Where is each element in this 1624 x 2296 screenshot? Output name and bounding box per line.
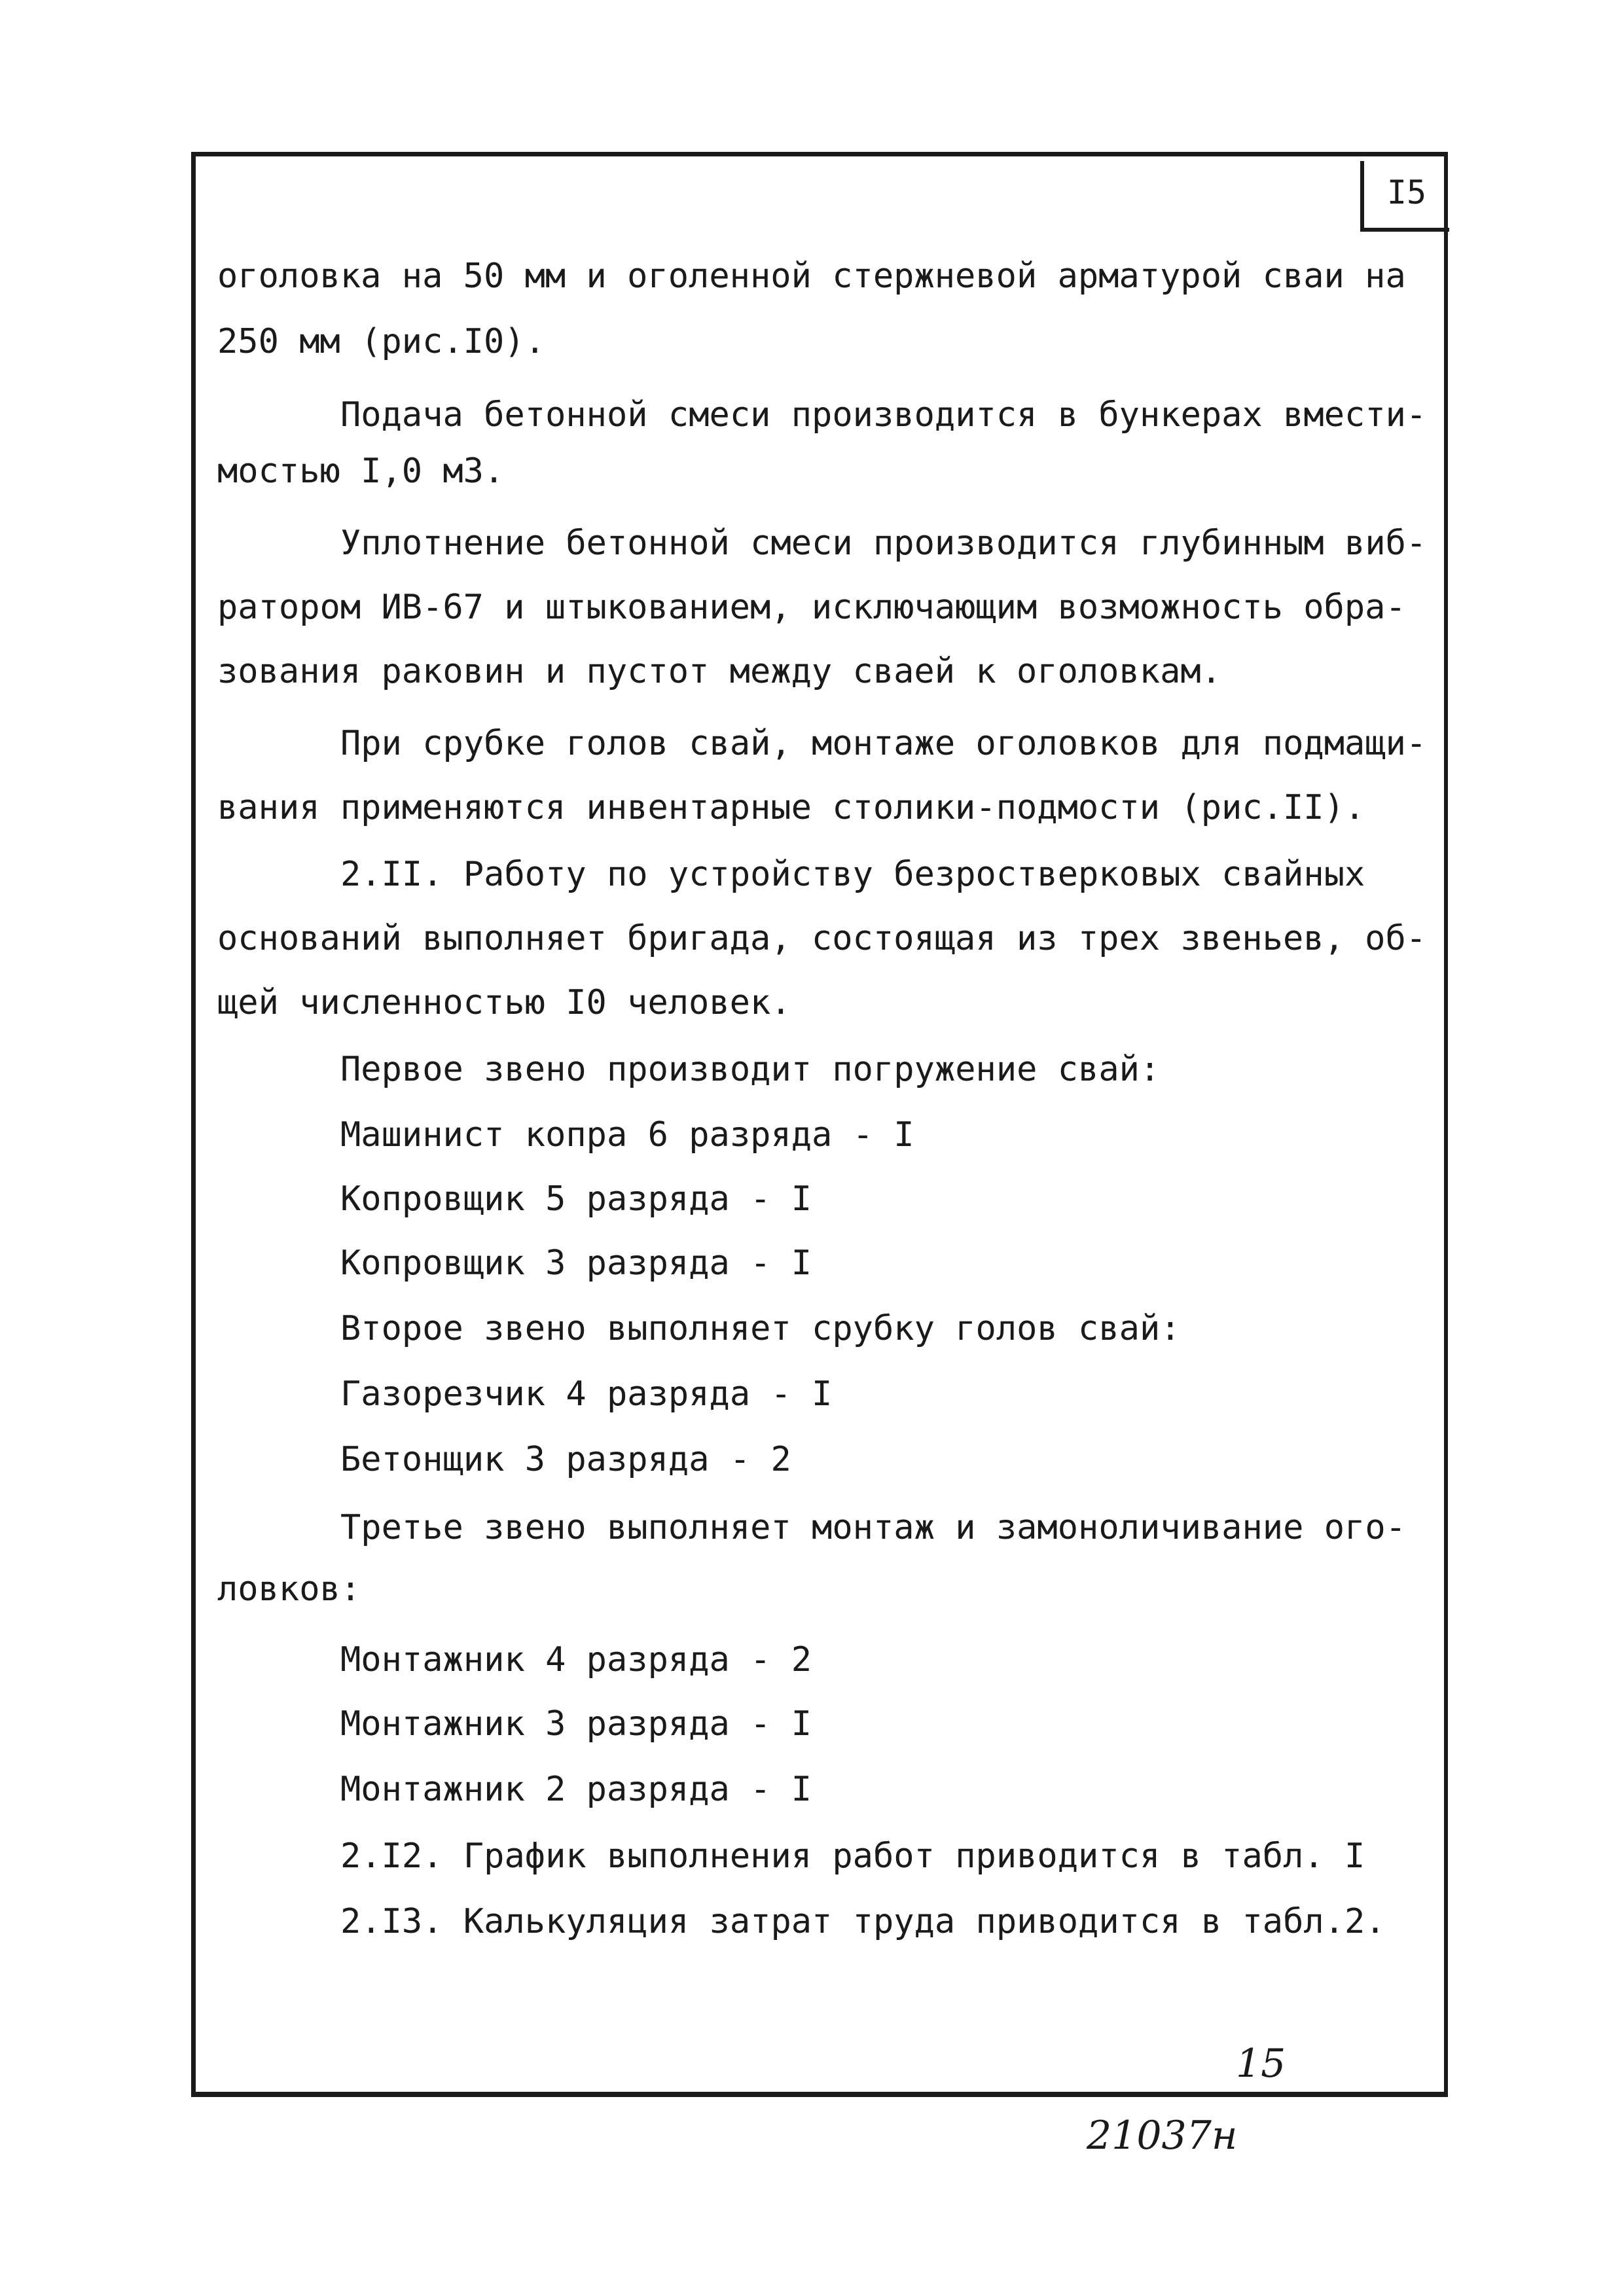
text-line: Уплотнение бетонной смеси производится глубинным виб- xyxy=(340,524,1427,563)
text-line: вания применяются инвентарные столики-подмости (рис.II). xyxy=(217,788,1365,827)
text-line: оголовка на 50 мм и оголенной стержневой арматурой сваи на xyxy=(217,257,1406,296)
text-line: ратором ИВ-67 и штыкованием, исключающим возможность обра- xyxy=(217,588,1406,627)
text-line: Копровщик 3 разряда - I xyxy=(340,1244,812,1283)
text-line: Газорезчик 4 разряда - I xyxy=(340,1374,833,1414)
document-code: 21037н xyxy=(1087,2113,1238,2159)
page-number: I5 xyxy=(1360,161,1449,232)
text-line: оснований выполняет бригада, состоящая из трех звеньев, об- xyxy=(217,919,1427,958)
text-line: 2.I3. Калькуляция затрат труда приводится в табл.2. xyxy=(340,1902,1386,1941)
text-line: Первое звено производит погружение свай: xyxy=(340,1050,1161,1089)
text-line: 2.II. Работу по устройству безростверковых свайных xyxy=(340,855,1365,894)
text-line: 250 мм (рис.I0). xyxy=(217,322,545,361)
text-line: Бетонщик 3 разряда - 2 xyxy=(340,1440,791,1479)
text-line: Монтажник 3 разряда - I xyxy=(340,1704,812,1744)
text-line: ловков: xyxy=(217,1570,361,1609)
text-line: Подача бетонной смеси производится в бункерах вмести- xyxy=(340,395,1427,435)
text-line: Третье звено выполняет монтаж и замоноличивание ого- xyxy=(340,1508,1406,1547)
text-line: щей численностью I0 человек. xyxy=(217,983,791,1022)
text-line: Монтажник 4 разряда - 2 xyxy=(340,1640,812,1679)
text-line: Машинист копра 6 разряда - I xyxy=(340,1115,914,1155)
text-line: Копровщик 5 разряда - I xyxy=(340,1179,812,1219)
text-line: Монтажник 2 разряда - I xyxy=(340,1770,812,1809)
text-line: При срубке голов свай, монтаже оголовков для подмащи- xyxy=(340,724,1427,763)
text-line: мостью I,0 м3. xyxy=(217,452,505,491)
text-line: 2.I2. График выполнения работ приводится в табл. I xyxy=(340,1837,1365,1876)
text-line: Второе звено выполняет срубку голов свай: xyxy=(340,1309,1181,1348)
handwritten-page-number: 15 xyxy=(1236,2041,1286,2087)
text-line: зования раковин и пустот между сваей к оголовкам. xyxy=(217,652,1222,691)
